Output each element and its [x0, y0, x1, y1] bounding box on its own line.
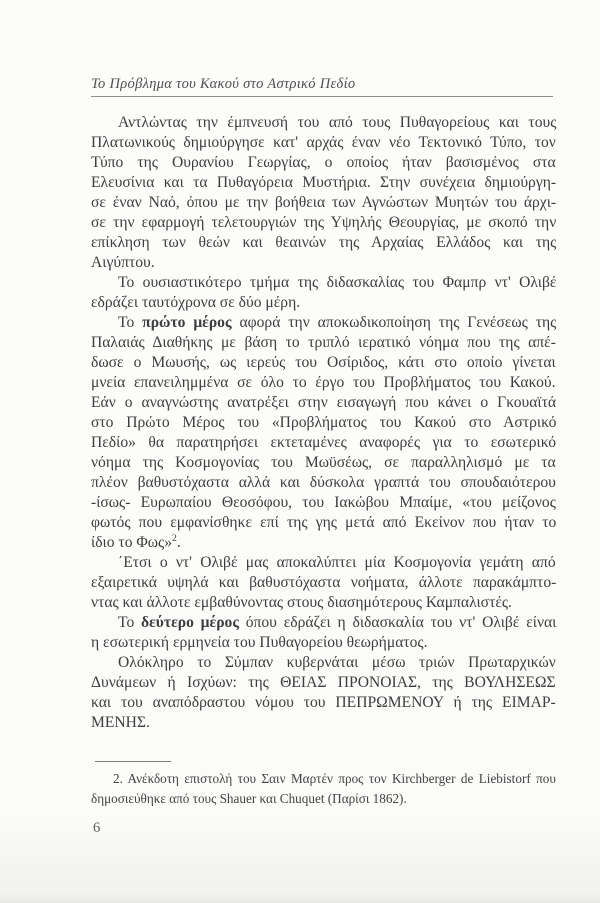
text-line: ίδιο το Φως»$^2$.	[91, 532, 181, 551]
text-line: 2. Ανέκδοτη επιστολή του Σαιν Μαρτέν προς τον Kirchberger de Liebistorf που	[113, 771, 556, 786]
text-line: Αιγύπτου.	[91, 254, 155, 271]
text-line: μνεία επανειλημμένα σε όλο το έργο του Προβλήματος του Κακού.	[91, 374, 556, 391]
running-head	[91, 76, 556, 97]
running-head-title: Το Πρόβλημα του Κακού στο Αστρικό Πεδίο	[91, 76, 356, 92]
text-line: η εσωτερική ερμηνεία του Πυθαγορείου θεωρήματος.	[91, 634, 428, 651]
text-line: φωτός που εμφανίσθηκε επί της γης μετά από Εκείνον που ήταν το	[91, 514, 557, 531]
text-line: ντας και άλλοτε εμβαθύνοντας στους διασημότερους Καμπαλιστές.	[91, 594, 512, 611]
text-line: νόημα της Κοσμογονίας του Μωϋσέως, σε παραλληλισμό με τα	[91, 454, 556, 471]
text-line: Αντλώντας την έμπνευσή του από τους Πυθαγορείους και τους	[118, 114, 557, 131]
text-line: -ίσως- Ευρωπαίου Θεοσόφου, του Ιακώβου Μπαίμε, «του μείζονος	[91, 494, 556, 511]
paragraph	[91, 553, 556, 613]
text-line: Παλαιάς Διαθήκης με βάση το τριπλό ιερατικό νόημα που της απέ-	[91, 334, 556, 351]
text-line: ΜΕΝΗΣ.	[91, 714, 150, 731]
text-line: Το δεύτερο μέρος όπου εδράζει η διδασκαλία του ντ' Ολιβέ είναι	[118, 614, 557, 631]
page-number: 6	[93, 820, 101, 836]
text-line: εδράζει ταυτόχρονα σε δύο μέρη.	[91, 294, 301, 311]
text-line: εξαιρετικά υψηλά και βαθυστόχαστα νοήματα, άλλοτε παρακάμπτο-	[91, 574, 557, 591]
footnote	[91, 769, 556, 808]
text-line: στο Πρώτο Μέρος του «Προβλήματος του Κακού στο Αστρικό	[91, 414, 557, 431]
text-line: Πλατωνικούς δημιούργησε κατ' αρχάς έναν νέο Τεκτονικό Τύπο, τον	[91, 134, 556, 151]
text-line: Πεδίο» θα παρατηρήσει εκτεταμένες αναφορές για το εσωτερικό	[91, 434, 557, 451]
text-line: σε την εφαρμογή τελετουργιών της Υψηλής Θεουργίας, με σκοπό την	[91, 214, 557, 231]
paragraph	[91, 313, 556, 553]
paragraph	[91, 613, 556, 653]
text-line: Δυνάμεων ή Ισχύων: της ΘΕΙΑΣ ΠΡΟΝΟΙΑΣ, της ΒΟΥΛΗΣΕΩΣ	[91, 674, 556, 691]
text-line: και του αναπόδραστου νόμου του ΠΕΠΡΩΜΕΝΟΥ ή της ΕΙΜΑΡ-	[91, 694, 556, 711]
text-line: Ολόκληρο το Σύμπαν κυβερνάται μέσω τριών Πρωταρχικών	[118, 654, 556, 671]
text-line: Το ουσιαστικότερο τμήμα της διδασκαλίας του Φαμπρ ντ' Ολιβέ	[118, 274, 557, 291]
text-line: Τύπο της Ουρανίου Γεωργίας, ο οποίος ήταν βασισμένος στα	[91, 154, 556, 171]
text-line: Το πρώτο μέρος αφορά την αποκωδικοποίηση της Γενέσεως της	[118, 314, 557, 331]
text-line: δημοσιεύθηκε από τους Shauer και Chuquet (Παρίσι 1862).	[91, 790, 407, 806]
text-line: επίκληση των θεών και θεαινών της Αρχαίας Ελλάδος και της	[91, 234, 557, 251]
text-line: πλέον βαθυστόχαστα αλλά και δύσκολα γραπτά του σπουδαιότερου	[91, 474, 556, 491]
text-line: Εάν ο αναγνώστης ανατρέξει στην εισαγωγή που κάνει ο Γκουαϊτά	[91, 394, 557, 411]
text-line: ΄Ετσι ο ντ' Ολιβέ μας αποκαλύπτει μία Κοσμογονία γεμάτη από	[118, 554, 556, 571]
body-text	[91, 113, 556, 733]
paragraph	[91, 113, 556, 273]
paragraph	[91, 769, 556, 808]
paragraph	[91, 653, 556, 733]
text-line: σε έναν Ναό, όπου με την βοήθεια των Αγνώστων Μυητών του άρχι-	[91, 194, 557, 211]
footnote-separator	[95, 761, 171, 762]
paragraph	[91, 273, 556, 313]
text-line: Ελευσίνια και τα Πυθαγόρεια Μυστήρια. Στην συνέχεια δημιούργη-	[91, 174, 557, 191]
text-line: δωσε ο Μωυσής, ως ιερεύς του Οσίριδος, κάτι στο οποίο γίνεται	[91, 354, 556, 371]
running-head-rule	[91, 96, 553, 97]
